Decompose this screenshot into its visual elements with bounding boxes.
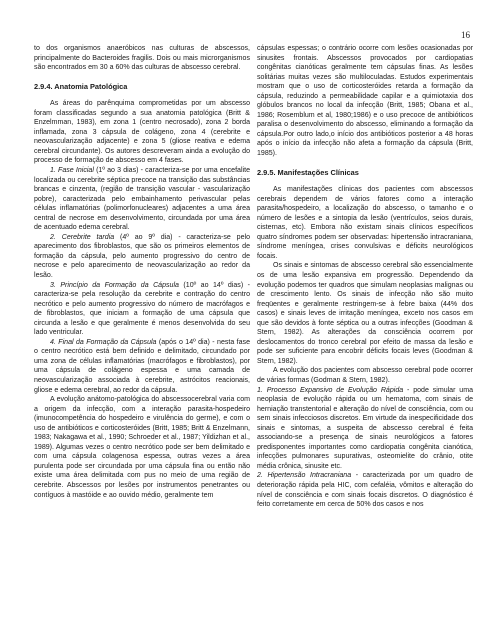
paragraph-signs: Os sinais e sintomas de abscesso cerebral são essencialmente os de uma lesão expansiva em progressão. Dependendo da evolução podemos ter quadros que simulam neoplasias malignas ou de crescimento lento. Os sinais de infecção não são muito freqüentes e geralmente restringem-se à febre baixa (44% dos casos) e sinais leves de irritação meníngea, exceto nos casos em que são devidos à fonte séptica ou a outras infecções (Goodman & Stern, 1982). As alterações da consciência ocorrem por deslocamentos do tronco cerebral por efeito de massa da lesão e pode ser suficiente para encobrir déficits focais leves (Goodman & Stern, 1982). [257,262,473,365]
paragraph-continued: cápsulas espessas; o contrário ocorre com lesões ocasionadas por sinusites frontais. Abscessos provocados por cardiopatias congênitas cianóticas geralmente tem cápsulas finas. As lesões solitárias muitas vezes são multiloculadas. Estudos experimentais mostram que o uso de corticosteróides retarda a formação da cápsula, reduzindo a permeabilidade capilar e a quimiotaxia dos glóbulos brancos no local da infecção (Britt, 1985; Obana et al., 1986; Rosemblum et al, 1980;1986) e o uso precoce de antibióticos paralisa o desenvolvimento do abscesso, eliminando a formação da cápsula.Por outro lado,o início dos antibióticos posterior a 48 horas após o início da infecção não afeta a formação da cápsula (Britt, 1985). [257,45,473,158]
right-column [257,44,473,510]
paragraph-zones: As áreas do parênquima comprometidas por um abscesso foram classificadas segundo a sua anatomia patológica (Britt & Enzelmman, 1983), em zona 1 (centro necrosado), zona 2 borda inflamada, zona 3 cápsula de colágeno, zona 4 (cerebrite e neovascularização adjacente) e zona 5 (gliose reativa e edema cerebral circundante). Os autores descreveram ainda a evolução do processo de formação de abscesso em 4 fases. [34,100,250,165]
phase-1-text: (1º ao 3 dias) - caracteriza-se por uma encefalite localizada ou cerebrite séptica precoce na transição das substâncias brancas e cinzenta, (região de transição vascular - vascularização pobre), caracterizada pelo embainhamento perivascular pelas células inflamatórias (polimorfonucleares) adjacentes a uma área central de necrose em desenvolvimento, circundada por uma área de acentuado edema cerebral. [34,166,250,232]
paragraph-evolution-forms: A evolução dos pacientes com abscesso cerebral pode ocorrer de várias formas (Godman & Stern, 1982). [257,367,473,384]
phase-3-text: (10º ao 14º dias) - caracteriza-se pela resolução da cerebrite e contração do centro necrótico e pelo aumento progressivo do número de macrófagos e de fibroblastos, que iniciam a formação de uma cápsula que circunda a lesão e que geralmente é menos desenvolvida do seu lado ventricular. [34,281,250,337]
phase-1 [34,166,250,233]
section-heading-anatomia: 2.9.4. Anatomia Patológica [34,81,128,91]
evolution-1-title: 1. Processo Expansivo de Evolução Rápida [257,386,404,394]
phase-4-text: (após o 14º dia) - nesta fase o centro necrótico está bem definido e delimitado, circundado por uma zona de células inflamatórias (macrófagos e fibroblastos), por uma cápsula de colágeno espessa e uma camada de neovascularização associada à cerebrite, astrócitos reacionais, gliose e edema cerebral, ao redor da cápsula. [34,338,250,394]
phase-2 [34,233,250,281]
section-heading-manifestacoes: 2.9.5. Manifestações Clínicas [257,167,359,177]
evolution-2-title: 2. Hipertensão Intracraniana [257,472,352,480]
phase-4-title: 4. Final da Formação da Cápsula [50,338,157,346]
evolution-2-text: - caracterizada por um quadro de deterioração rápida pela HIC, com cefaléia, vômitos e alteração do nível de consciência e com sinais focais discretos. O diagnóstico é feito corretamente em cerca de 50% dos casos e nos [257,472,473,509]
phase-3 [34,281,250,338]
phase-4 [34,338,250,395]
phase-1-title: 1. Fase Inicial [50,166,94,174]
paragraph-evolution: A evolução anátomo-patológica do abscessocerebral varia com a origem da infecção, com a interação parasita-hospedeiro (imunocompetência do hospedeiro e virulência do germe), e com o uso de antibióticos e corticosteróides (Britt, 1985; Britt & Enzelmann, 1983; Nakagawa et al., 1990; Schroeder et al., 1987; Yildizhan et al., 1989). Algumas vezes o centro necrótico pode ser bem delimitado e com uma cápsula colagenosa espessa, outras vezes a área purulenta pode ser circundada por uma cápsula fina ou então não existe uma área delimitada com pus no meio de uma região de cerebrite. Abscessos por lesões por instrumentos penetrantes ou contíguos à mastóide e ao ouvido médio, geralmente tem [34,396,250,499]
phase-2-text: (4º ao 9º dia) - caracteriza-se pelo aparecimento dos fibroblastos, que são os primeiros elementos de formação da cápsula, pelo aumento progressivo do centro de necrose e pelo aparecimento de neovascularização ao redor da lesão. [34,233,250,279]
left-column [34,44,250,500]
evolution-1 [257,386,473,472]
phase-3-title: 3. Princípio da Formação da Cápsula [50,281,179,289]
phase-2-title: 2. Cerebrite tardia [50,233,115,241]
paragraph-clinical: As manifestações clínicas dos pacientes com abscessos cerebrais dependem de vários fatores como a interação parasita/hospedeiro, a localização do abscesso, o tamanho e o número de lesões e a sintopia da lesão (ventrículos, seios durais, cisternas, etc). Embora não existam sinais clínicos específicos quatro síndromes podem ser observadas: hipertensão intracraniana, síndrome meníngea, crises convulsivas e déficits neurológicos focais. [257,186,473,260]
evolution-2 [257,471,473,509]
paragraph-intro: to dos organismos anaeróbicos nas culturas de abscessos, principalmente do Bacteroides fragilis. Dois ou mais microrganismos são encontrados em 30 a 60% das culturas de abscesso cerebral. [34,45,250,72]
evolution-1-text: - pode simular uma neoplasia de evolução rápida ou um hematoma, com sinais de herniação transtentorial e alteração do nível de consciência, com ou sem sinais infecciosos discretos. Em virtude da inespecificidade dos sinais e sintomas, a suspeita de abscesso cerebral é feita associando-se a presença de sinais neurológicos a fatores predisponentes importantes como cardiopatia congênita cianótica, infecções pulmonares supurativas, osteomielite do crânio, otite média crônica, sinusite etc. [257,386,474,470]
page-number: 16 [461,30,470,40]
